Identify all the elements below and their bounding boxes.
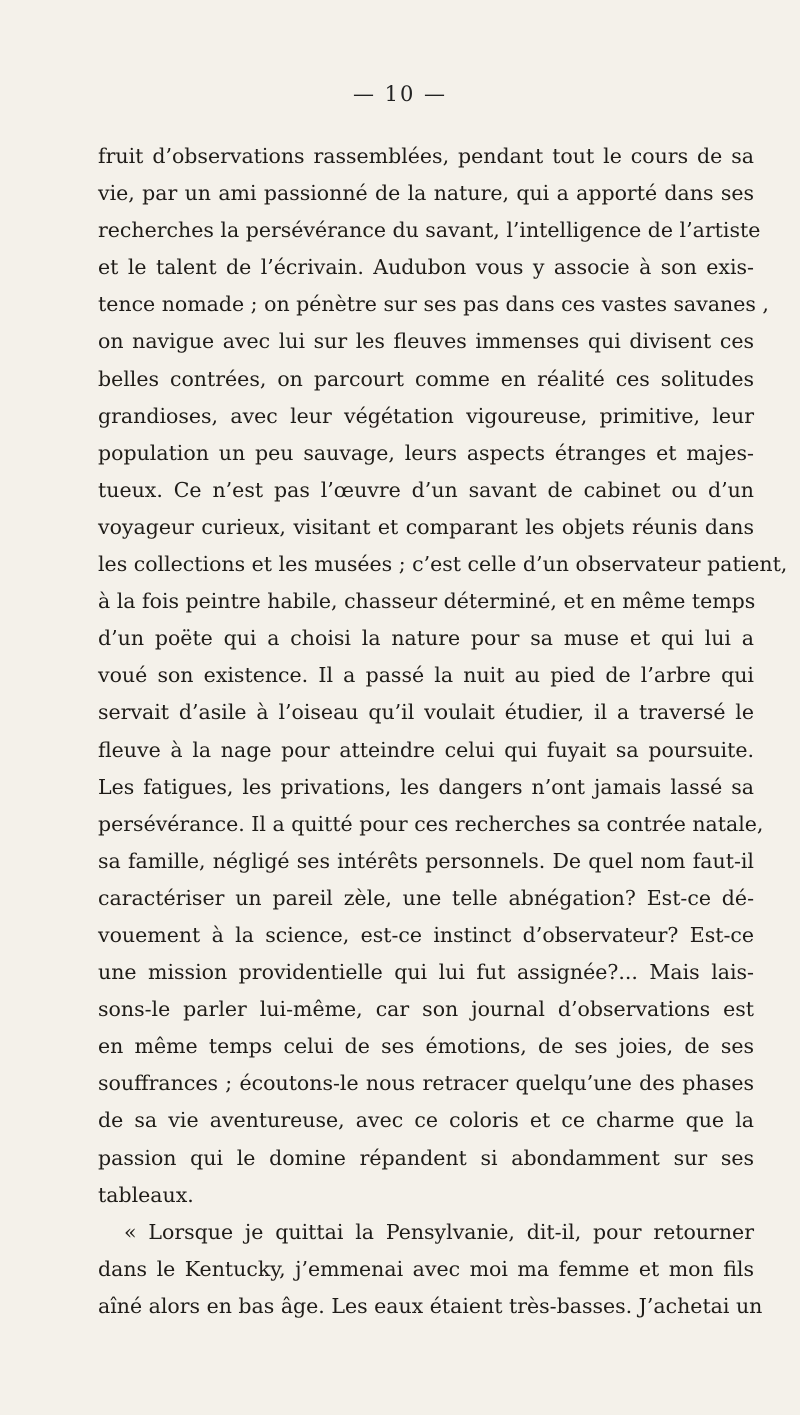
text-line: grandioses, avec leur végétation vigoureuse, primitive, leur xyxy=(98,403,754,428)
text-line: de sa vie aventureuse, avec ce coloris et ce charme que la xyxy=(98,1108,754,1133)
text-line: une mission providentielle qui lui fut assignée?... Mais lais- xyxy=(98,960,754,985)
text-line: en même temps celui de ses émotions, de ses joies, de ses xyxy=(98,1034,754,1059)
text-line: Les fatigues, les privations, les dangers n’ont jamais lassé sa xyxy=(98,774,754,799)
text-line: sa famille, négligé ses intérêts personnels. De quel nom faut-il xyxy=(98,848,754,873)
text-line: vouement à la science, est-ce instinct d’observateur? Est-ce xyxy=(98,922,754,947)
text-line: « Lorsque je quittai la Pensylvanie, dit-il, pour retourner xyxy=(124,1219,754,1244)
text-line: vie, par un ami passionné de la nature, qui a apporté dans ses xyxy=(98,181,754,206)
text-line: voué son existence. Il a passé la nuit au pied de l’arbre qui xyxy=(98,663,754,688)
text-line: voyageur curieux, visitant et comparant les objets réunis dans xyxy=(98,514,754,539)
page-number: — 10 — xyxy=(352,82,448,106)
text-line: et le talent de l’écrivain. Audubon vous y associe à son exis- xyxy=(98,255,754,280)
text-line: les collections et les musées ; c’est celle d’un observateur patient, xyxy=(98,552,788,577)
text-line: belles contrées, on parcourt comme en réalité ces solitudes xyxy=(98,366,754,391)
text-line: aîné alors en bas âge. Les eaux étaient très-basses. J’achetai un xyxy=(98,1293,763,1318)
text-line: sons-le parler lui-même, car son journal d’observations est xyxy=(98,997,754,1022)
text-line: servait d’asile à l’oiseau qu’il voulait étudier, il a traversé le xyxy=(98,700,754,725)
text-line: population un peu sauvage, leurs aspects étranges et majes- xyxy=(98,440,754,465)
text-line: fleuve à la nage pour atteindre celui qui fuyait sa poursuite. xyxy=(98,737,754,762)
text-line: caractériser un pareil zèle, une telle abnégation? Est-ce dé- xyxy=(98,885,754,910)
text-line: fruit d’observations rassemblées, pendant tout le cours de sa xyxy=(98,144,754,168)
body-text xyxy=(98,138,788,1325)
text-line: tueux. Ce n’est pas l’œuvre d’un savant de cabinet ou d’un xyxy=(98,477,754,502)
text-line: passion qui le domine répandent si abondamment sur ses xyxy=(98,1145,754,1170)
text-line: recherches la persévérance du savant, l’intelligence de l’artiste xyxy=(98,218,761,243)
text-line: persévérance. Il a quitté pour ces recherches sa contrée natale, xyxy=(98,811,764,836)
text-line: à la fois peintre habile, chasseur déterminé, et en même temps xyxy=(98,589,756,614)
text-line: tence nomade ; on pénètre sur ses pas dans ces vastes savanes , xyxy=(98,292,769,317)
text-line: d’un poëte qui a choisi la nature pour sa muse et qui lui a xyxy=(98,626,754,651)
text-line: dans le Kentucky, j’emmenai avec moi ma femme et mon fils xyxy=(98,1256,754,1281)
text-line: tableaux. xyxy=(98,1182,194,1207)
text-line: souffrances ; écoutons-le nous retracer quelqu’une des phases xyxy=(98,1071,754,1096)
text-line: on navigue avec lui sur les fleuves immenses qui divisent ces xyxy=(98,329,754,354)
